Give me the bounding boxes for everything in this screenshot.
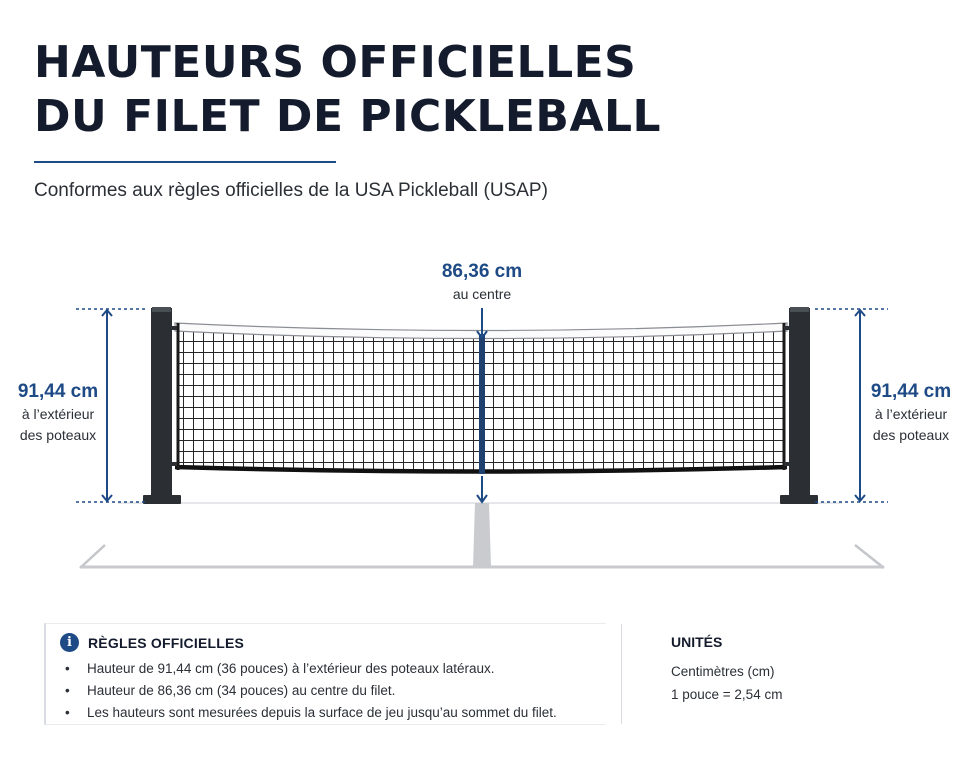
units-line-conversion: 1 pouce = 2,54 cm [671, 687, 783, 702]
right-measurement [815, 309, 958, 502]
court-surface [80, 503, 884, 568]
units-panel [671, 634, 782, 706]
rule-item: • Hauteur de 86,36 cm (34 pouces) au centre du filet. [64, 680, 557, 702]
right-measure-value: 91,44 cm [870, 381, 952, 402]
rule-item: • Les hauteurs sont mesurées depuis la surface de jeu jusqu’au sommet du filet. [64, 702, 557, 724]
page-title [34, 36, 661, 144]
right-measure-note-1: à l’extérieur [874, 406, 948, 422]
net-diagram [0, 240, 960, 580]
center-measure-note: au centre [452, 286, 512, 302]
right-measure-note-2: des poteaux [872, 427, 950, 443]
rules-heading: RÈGLES OFFICIELLES [88, 635, 245, 651]
title-line-1: HAUTEURS OFFICIELLES [34, 37, 637, 88]
left-measurement [10, 309, 147, 502]
left-measure-note-2: des poteaux [19, 427, 97, 443]
title-underline [34, 161, 336, 163]
left-measure-value: 91,44 cm [17, 381, 99, 402]
left-post [143, 307, 181, 504]
info-icon: i [60, 633, 79, 652]
subtitle: Conformes aux règles officielles de la USA Pickleball (USAP) [34, 180, 548, 201]
right-post [780, 307, 818, 504]
center-court-line [473, 503, 491, 567]
rule-item: • Hauteur de 91,44 cm (36 pouces) à l’extérieur des poteaux latéraux. [64, 658, 557, 680]
center-strap [479, 334, 485, 474]
title-line-2: DU FILET DE PICKLEBALL [34, 91, 662, 142]
center-measure-value: 86,36 cm [441, 261, 523, 282]
section-divider [621, 624, 622, 724]
units-line-cm: Centimètres (cm) [671, 664, 775, 679]
units-heading: UNITÉS [671, 634, 723, 650]
left-measure-note-1: à l’extérieur [21, 406, 95, 422]
rules-list [64, 658, 557, 724]
official-rules-box [44, 623, 606, 725]
